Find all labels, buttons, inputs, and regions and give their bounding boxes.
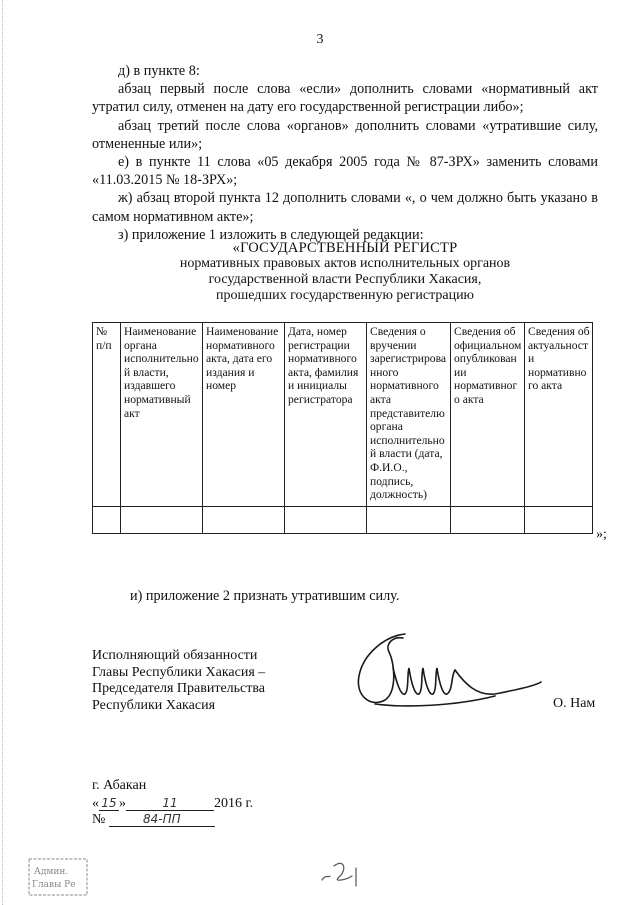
paragraph: д) в пункте 8:: [118, 63, 200, 79]
table-header-row: [93, 323, 593, 507]
document-date: [92, 796, 253, 812]
office-stamp: [28, 858, 88, 896]
date-month: 11: [126, 796, 214, 811]
registry-table: [92, 322, 593, 534]
signer-line: Республики Хакасия: [92, 697, 216, 713]
table-row: [93, 506, 593, 533]
header-cell-relevance: Сведения об актуальности нормативного акта: [525, 323, 593, 507]
svg-text:Главы Ре: Главы Ре: [32, 880, 76, 890]
registry-title-line: прошедших государственную регистрацию: [215, 288, 475, 303]
header-cell-authority: Наименование органа исполнительной власти, издавшего нормативный акт: [121, 323, 203, 507]
svg-text:Админ.: Админ.: [34, 867, 69, 877]
table-cell: [525, 506, 593, 533]
paragraph: з) приложение 1 изложить в следующей редакции:: [118, 226, 424, 243]
table-cell: [285, 506, 367, 533]
handwritten-mark: [318, 854, 364, 890]
amendments-text: [92, 62, 598, 244]
date-quote-close: »: [119, 796, 126, 811]
table-cell: [93, 506, 121, 533]
header-cell-registration: Дата, номер регистрации нормативного акта, фамилия и инициалы регистратора: [285, 323, 367, 507]
handwritten-signature: [345, 624, 545, 716]
paragraph: ж) абзац второй пункта 12 дополнить словами «, о чем должно быть указано в самом нормативном акте»;: [92, 190, 598, 225]
number-value: 84-ПП: [109, 812, 215, 827]
signer-name: О. Нам: [553, 696, 596, 711]
registry-title-line: государственной власти Республики Хакасия,: [208, 272, 482, 287]
item-i-text: и) приложение 2 признать утратившим силу.: [130, 588, 400, 604]
table-cell: [367, 506, 451, 533]
date-day: 15: [99, 796, 119, 811]
scan-edge-artifact: [2, 0, 6, 905]
header-cell-number: № п/п: [93, 323, 121, 507]
document-number: [92, 812, 215, 828]
closing-quote: »;: [596, 527, 607, 542]
signer-line: Председателя Правительства: [92, 681, 266, 696]
registry-title-line: «ГОСУДАРСТВЕННЫЙ РЕГИСТР: [232, 240, 458, 256]
header-cell-delivery: Сведения о вручении зарегистрированного нормативного акта представителю органа исполнительной власти (дата, Ф.И.О., подпись, должность): [367, 323, 451, 507]
paragraph: абзац первый после слова «если» дополнить словами «нормативный акт утратил силу, отменен на дату его государственной регистрации либо»;: [92, 81, 598, 116]
header-cell-publication: Сведения об официальном опубликовании нормативного акта: [451, 323, 525, 507]
paragraph: абзац третий после слова «органов» дополнить словами «утратившие силу, отмененные или»;: [92, 117, 598, 152]
table-cell: [203, 506, 285, 533]
date-quote-open: «: [92, 796, 99, 811]
page-number: 3: [316, 32, 324, 47]
paragraph: е) в пункте 11 слова «05 декабря 2005 года № 87-ЗРХ» заменить словами «11.03.2015 № 18-ЗРХ»;: [92, 154, 598, 189]
signer-title: [92, 648, 265, 714]
signer-line: Исполняющий обязанности: [92, 648, 258, 663]
date-year: 2016 г.: [214, 796, 254, 811]
registry-title-line: нормативных правовых актов исполнительных органов: [179, 256, 511, 271]
city: г. Абакан: [92, 778, 147, 793]
table-cell: [451, 506, 525, 533]
number-label: №: [92, 812, 106, 827]
signer-line: Главы Республики Хакасия –: [92, 664, 266, 680]
registry-title: [120, 240, 570, 304]
table-cell: [121, 506, 203, 533]
header-cell-act-name: Наименование нормативного акта, дата его издания и номер: [203, 323, 285, 507]
